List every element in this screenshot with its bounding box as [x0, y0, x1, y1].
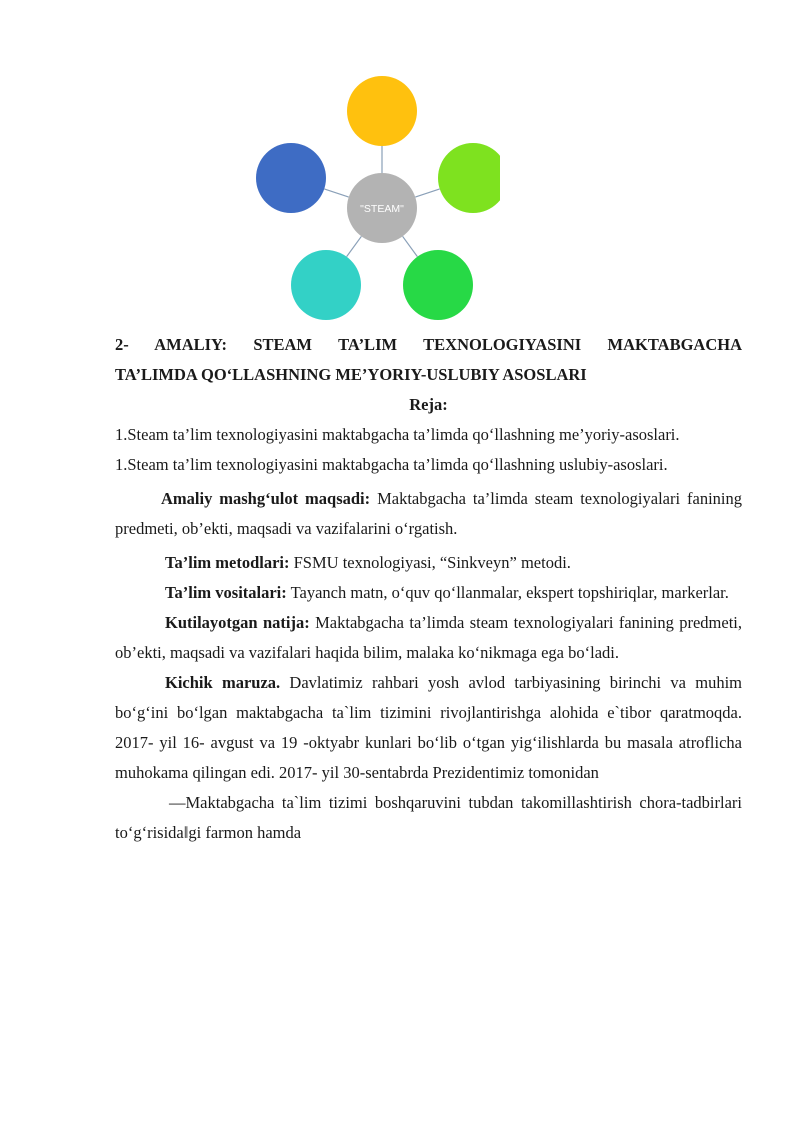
node-upper-right	[438, 143, 500, 213]
goal-paragraph	[115, 484, 742, 544]
methods-label: Ta’lim metodlari:	[165, 553, 290, 572]
tools-label: Ta’lim vositalari:	[165, 583, 287, 602]
goal-text: Maktabgacha ta’limda steam texnologiyalari fanining predmeti, ob’ekti, maqsadi va vazifalarini o‘rgatish.	[115, 489, 742, 538]
lecture-label: Kichik maruza.	[165, 673, 281, 692]
connector-node-lower-left	[347, 236, 362, 256]
result-text: Maktabgacha ta’limda steam texnologiyalari fanining predmeti, ob’ekti, maqsadi va vazifalari haqida bilim, malaka ko‘nikmaga ega bo‘ladi.	[115, 613, 743, 662]
result-paragraph	[115, 608, 742, 668]
result-label: Kutilayotgan natija:	[165, 613, 310, 632]
decree-paragraph	[115, 788, 742, 848]
section-heading-line-2	[115, 360, 742, 390]
methods-text: FSMU texnologiyasi, “Sinkveyn” metodi.	[289, 553, 571, 572]
plan-item-1: 1.Steam ta’lim texnologiyasini maktabgacha ta’limda qo‘llashning me’yoriy-asoslari.	[115, 425, 680, 444]
connector-node-lower-right	[403, 236, 418, 256]
lecture-text: Davlatimiz rahbari yosh avlod tarbiyasining birinchi va muhim bo‘g‘ini bo‘lgan maktabgacha ta`lim tizimini rivojlantirishga alohida e`tibor qaratmoqda. 2017- yil 16- avgust va 19 -oktyabr kunlari bo‘lib o‘tgan yig‘ilishlarda bu masala atroflicha muhokama qilingan edi. 2017- yil 30-sentabrda Prezidentimiz tomonidan	[115, 673, 743, 782]
decree-text: ―Maktabgacha ta`lim tizimi boshqaruvini tubdan takomillashtirish chora-tadbirlari to‘g‘risida‖gi farmon hamda	[115, 793, 742, 842]
connector-node-upper-right	[415, 189, 440, 197]
heading-line-1: 2- AMALIY: STEAM TA’LIM TEXNOLOGIYASINI MAKTABGACHA	[115, 335, 742, 354]
goal-label: Amaliy mashg‘ulot maqsadi:	[161, 489, 371, 508]
connector-node-upper-left	[324, 189, 349, 197]
heading-line-2: TA’LIMDA QO‘LLASHNING ME’YORIY-USLUBIY ASOSLARI	[115, 365, 587, 384]
section-heading	[115, 330, 742, 360]
plan-item-2: 1.Steam ta’lim texnologiyasini maktabgacha ta’limda qo‘llashning uslubiy-asoslari.	[115, 455, 668, 474]
lecture-paragraph	[115, 668, 742, 788]
node-top	[347, 76, 417, 146]
methods-paragraph	[115, 548, 742, 578]
node-lower-left	[291, 250, 361, 320]
plan-title: Reja:	[409, 395, 448, 414]
node-lower-right	[403, 250, 473, 320]
node-upper-left	[256, 143, 326, 213]
tools-text: Tayanch matn, o‘quv qo‘llanmalar, ekspert topshiriqlar, markerlar.	[286, 583, 729, 602]
steam-center-label: "STEAM"	[360, 203, 404, 215]
tools-paragraph	[115, 578, 742, 608]
steam-diagram	[240, 70, 500, 330]
document-body	[115, 330, 742, 848]
